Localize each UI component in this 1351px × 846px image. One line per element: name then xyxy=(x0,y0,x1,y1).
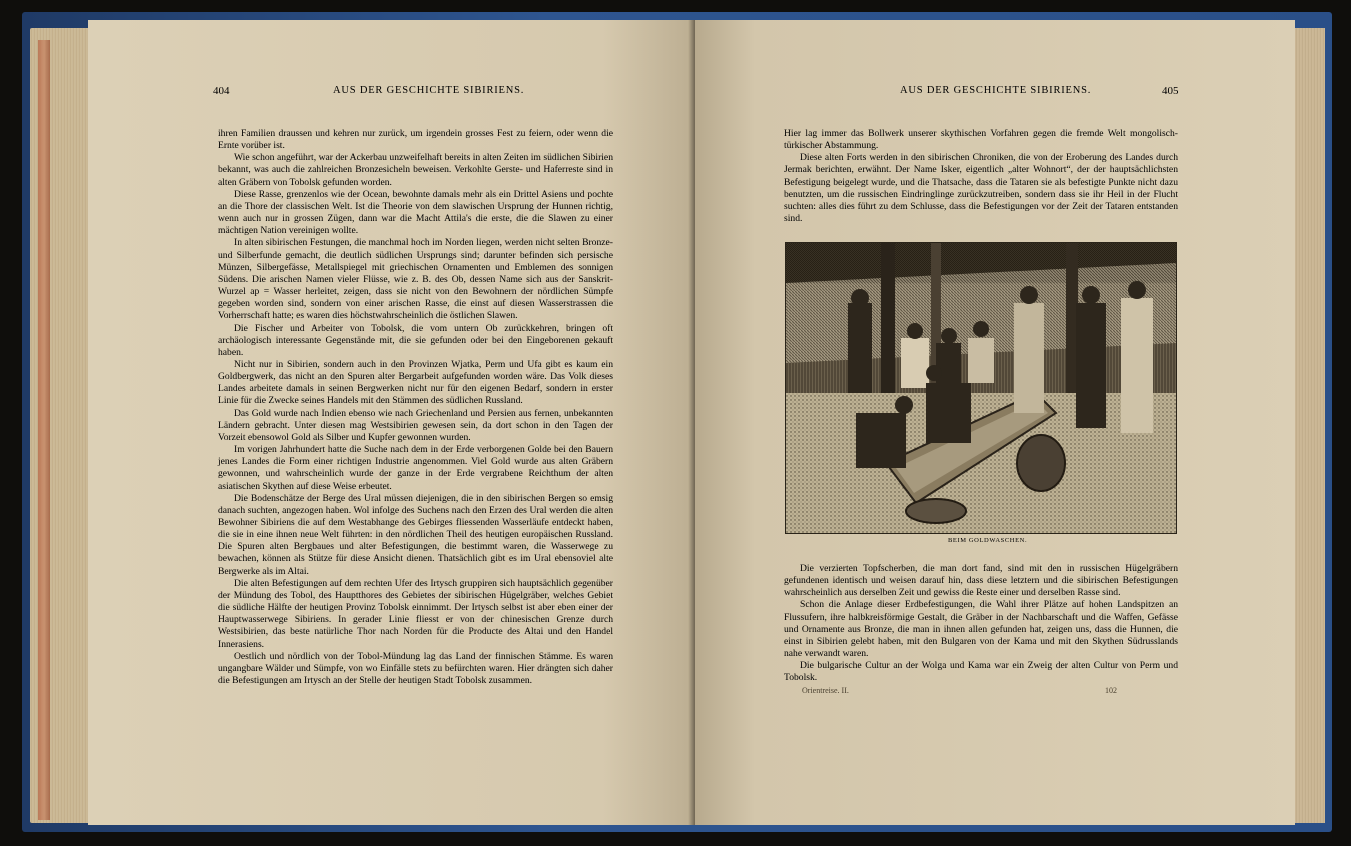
paragraph: Diese alten Forts werden in den sibirischen Chroniken, die von der Eroberung des Landes durch Jermak berichten, erwähnt. Der Name Isker, eigentlich „alter Wohnort“, der der hauptsächlichsten Befestigung beigelegt wurde, und die Thatsache, dass die Tataren sie als befestigte Punkte nicht dazu benutzten, um die russischen Eindringlinge zurückzutreiben, sondern dass sie ihr Heil in der Flucht suchten: alles dies führt zu dem Schlusse, dass die Befestigungen vor der Zeit der Tataren entstanden sind. xyxy=(784,152,1178,225)
paragraph: Im vorigen Jahrhundert hatte die Suche nach dem in der Erde verborgenen Golde bei den Bauern jenes Landes die Form einer richtigen Industrie angenommen. Viel Gold wurde aus alten Gräbern gewonnen, und wahrscheinlich wurde der ganze in der Erde vergrabene Reichthum der alten asiatischen Skythen auf diese Weise erbeutet. xyxy=(218,444,613,492)
paragraph: Die verzierten Topfscherben, die man dort fand, sind mit den in russischen Hügelgräbern gefundenen identisch und weisen darauf hin, dass diese letztern und die sibirischen Befestigungen wahrscheinlich aus derselben Zeit und gewiss die Reste einer und derselben Rasse sind. xyxy=(784,563,1178,599)
paragraph: Nicht nur in Sibirien, sondern auch in den Provinzen Wjatka, Perm und Ufa gibt es kaum ein Goldbergwerk, das nicht an den Spuren alter Bergarbeit aufgefunden worden wäre. Das Volk dieses Landes arbeitete damals in seinen Bergwerken nicht nur für den eigenen Bedarf, sondern in erster Linie für die Zwecke seines Handels mit den Stämmen des südlichen Russland. xyxy=(218,358,613,407)
left-page-body xyxy=(218,128,613,687)
right-page-body-bottom xyxy=(784,563,1178,685)
paragraph: Diese Rasse, grenzenlos wie der Ocean, bewohnte damals mehr als ein Drittel Asiens und pochte an die Thore der classischen Welt. Ist die Theorie von dem slawischen Ursprung der Hunnen richtig, wenn auch nur in grossen Zügen, dann war die Macht Attila's die erste, die die Slawen zu einer mächtigen Nation vereinigen wollte. xyxy=(218,188,613,237)
signature-left: Orientreise. II. xyxy=(802,686,849,695)
right-page-number: 405 xyxy=(1162,85,1179,97)
paragraph: In alten sibirischen Festungen, die manchmal hoch im Norden liegen, werden nicht selten Bronze- und Silberfunde gemacht, die deutlich südlichen Ursprungs sind; darunter befinden sich persische Münzen, Silbergefässe, Metallspiegel mit griechischen Ornamenten und Emblemen des sonnigen Südens. Die arischen Namen vieler Flüsse, wie z. B. des Ob, dessen Name sich aus der Sanskrit-Wurzel ap = Wasser herleitet, zeigen, dass sie nicht von den Bewohnern der nördlichen Sümpfe gegeben worden sind, sondern von einer arischen Rasse, die einst auf diesen Wasserstrassen die Vorherrschaft hatte; es waren dies höchstwahrscheinlich die östlichen Slawen. xyxy=(218,237,613,322)
paragraph: Die Bodenschätze der Berge des Ural müssen diejenigen, die in den sibirischen Bergen so emsig danach suchten, angezogen haben. Wol infolge des Suchens nach den Erzen des Ural werden die alten Bewohner Sibiriens die auf dem Westabhange des Gebirges fliessenden Wasserläufe entdeckt haben, die sie in eine ihnen neue Welt führten: in den nördlichen Theil des heutigen europäischen Russland. Die Spuren alten Bergbaues und alter Befestigungen, die bestimmt waren, die Wasserwege zu bewachen, können als Stütze für diese Ansicht dienen. Thatsächlich gibt es im Ural ebensoviel alte Bergwerke als im Altai. xyxy=(218,492,613,577)
left-page-number: 404 xyxy=(213,85,230,97)
right-running-head: AUS DER GESCHICHTE SIBIRIENS. xyxy=(900,85,1092,96)
page-edges-right xyxy=(1295,28,1325,823)
paragraph: Das Gold wurde nach Indien ebenso wie nach Griechenland und Persien aus fernen, unbekannten Ländern gebracht. Unter diesen mag Westsibirien gewesen sein, da dort schon in den Tagen der Vorzeit ebensowol Gold als Silber und Kupfer gewonnen wurden. xyxy=(218,407,613,443)
paragraph: Schon die Anlage dieser Erdbefestigungen, die Wahl ihrer Plätze auf hohen Landspitzen an Flussufern, ihre halbkreisförmige Gestalt, die Gräber in der Nachbarschaft und die Waffen, Gefässe und Ornamente aus Bronze, die man in ihnen allen gefunden hat, zeigen uns, dass die Hunnen, die einst in Sibirien gelebt haben, mit den Bulgaren von der Kama und mit den Skythen Südrusslands nahe verwandt waren. xyxy=(784,599,1178,660)
paragraph: Oestlich und nördlich von der Tobol-Mündung lag das Land der finnischen Stämme. Es waren ungangbare Wälder und Sümpfe, von wo Einfälle stets zu befürchten waren. Hier drängten sich daher die Befestigungen am Irtysch an der Stelle der heutigen Stadt Tobolsk zusammen. xyxy=(218,650,613,687)
left-running-head: AUS DER GESCHICHTE SIBIRIENS. xyxy=(333,85,525,96)
paragraph: Die alten Befestigungen auf dem rechten Ufer des Irtysch gruppiren sich hauptsächlich gegenüber der Mündung des Tobol, des Hauptthores des Gebietes der sibirischen Hügelgräber, welches Gebiet die südliche Hälfte der heutigen Provinz Tobolsk einnimmt. Der Irtysch selbst ist aber eben einer der Hauptwasserwege Sibiriens. In gerader Linie fliesst er von der chinesischen Grenze durch Westsibirien, das beste natürliche Thor nach Norden für die Producte des Altai und den Handel Innerasiens. xyxy=(218,577,613,650)
paragraph: Hier lag immer das Bollwerk unserer skythischen Vorfahren gegen die fremde Welt mongolisch-türkischer Abstammung. xyxy=(784,128,1178,152)
paragraph: Wie schon angeführt, war der Ackerbau unzweifelhaft bereits in alten Zeiten im südlichen Sibirien bekannt, was auch die zahlreichen Bronzesicheln beweisen. Verkohlte Gerste- und Haferreste sind in alten Gräbern von Tobolsk gefunden worden. xyxy=(218,152,613,188)
paragraph: Die bulgarische Cultur an der Wolga und Kama war ein Zweig der alten Cultur von Perm und Tobolsk. xyxy=(784,660,1178,684)
right-page-body-top xyxy=(784,128,1178,225)
signature-right: 102 xyxy=(1105,686,1117,695)
figure-caption: BEIM GOLDWASCHEN. xyxy=(948,537,1028,544)
engraving-gold-washing xyxy=(785,242,1177,534)
paragraph: ihren Familien draussen und kehren nur zurück, um irgendein grosses Fest zu feiern, oder wenn die Ernte vorüber ist. xyxy=(218,128,613,152)
red-page-edge xyxy=(38,40,50,820)
paragraph: Die Fischer und Arbeiter von Tobolsk, die vom untern Ob zurückkehren, bringen oft archäologisch interessante Gegenstände mit, die sie gefunden oder bei den Eingeborenen gekauft haben. xyxy=(218,322,613,358)
